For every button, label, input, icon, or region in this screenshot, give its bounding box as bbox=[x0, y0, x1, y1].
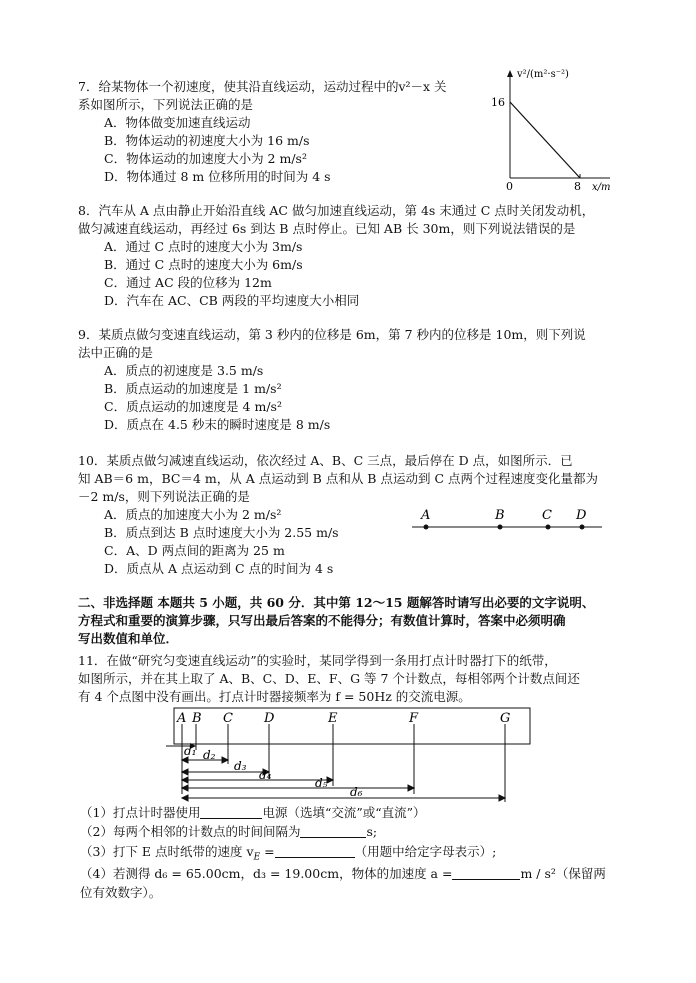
q10-stem-line1: 10．某质点做匀减速直线运动，依次经过 A、B、C 三点，最后停在 D 点，如图所示．已 bbox=[78, 453, 573, 468]
section2-line1: 二、非选择题 本题共 5 小题，共 60 分．其中第 12～15 题解答时请写出必要的文字说明、 bbox=[78, 595, 595, 610]
q11-label-f: F bbox=[409, 711, 419, 726]
q9-stem-line1: 9．某质点做匀变速直线运动，第 3 秒内的位移是 6m，第 7 秒内的位移是 10m，则下列说 bbox=[78, 327, 586, 342]
q7-x-tick-8: 8 bbox=[574, 180, 581, 193]
q10-option-d: D．质点从 A 点运动到 C 点的时间为 4 s bbox=[104, 561, 334, 576]
q11-label-d5: d₅ bbox=[315, 776, 328, 790]
section2-line3: 写出数值和单位． bbox=[78, 631, 179, 646]
section2-line2: 方程式和重要的演算步骤，只写出最后答案的不能得分；有数值计算时，答案中必须明确 bbox=[78, 613, 566, 628]
q11-stem-line1: 11．在做“研究匀变速直线运动”的实验时，某同学得到一条用打点计时器打下的纸带， bbox=[78, 653, 557, 668]
q11-label-d4: d₄ bbox=[259, 768, 272, 782]
q11-stem-line2: 如图所示，并在其上取了 A、B、C、D、E、F、G 等 7 个计数点，每相邻两个计数点间还 bbox=[78, 671, 580, 686]
q11-sub1-text-a: （1）打点计时器使用 bbox=[80, 805, 201, 820]
q11-sub4-blank[interactable] bbox=[452, 866, 520, 880]
q11-sub2-text-a: （2）每两个相邻的计数点的时间间隔为 bbox=[80, 824, 301, 839]
q11-d5-left-head bbox=[182, 785, 188, 791]
q10-point-b-label: B bbox=[495, 508, 505, 523]
q7-option-c: C．物体运动的加速度大小为 2 m/s² bbox=[104, 151, 307, 166]
q9-option-b: B．质点运动的加速度是 1 m/s² bbox=[104, 381, 282, 396]
q8-stem-line2: 做匀减速直线运动，再经过 6s 到达 B 点时停止。已知 AB 长 30m，则下列说法错误的是 bbox=[78, 221, 576, 236]
q11-label-e: E bbox=[328, 711, 338, 726]
q11-d3-left-head bbox=[182, 769, 188, 775]
q10-line-diagram bbox=[404, 506, 614, 540]
q9-option-a: A．质点的初速度是 3.5 m/s bbox=[104, 363, 264, 378]
q11-sub3 bbox=[80, 843, 496, 867]
q10-point-c-dot bbox=[546, 525, 551, 530]
q8-option-b: B．通过 C 点时的速度大小为 6m/s bbox=[104, 257, 303, 272]
q11-d6-left-head bbox=[182, 795, 188, 801]
q11-sub1-blank[interactable] bbox=[200, 805, 262, 819]
q10-point-b-dot bbox=[498, 525, 503, 530]
q9-stem-line2: 法中正确的是 bbox=[78, 345, 154, 360]
q11-d2-right-head bbox=[222, 757, 228, 763]
q11-label-d2: d₂ bbox=[203, 748, 216, 762]
q7-y-arrow bbox=[507, 70, 513, 77]
q10-point-a-dot bbox=[424, 525, 429, 530]
q11-sub3-text-b: = bbox=[260, 844, 275, 859]
q11-sub2 bbox=[80, 823, 377, 841]
q7-option-d: D．物体通过 8 m 位移所用的时间为 4 s bbox=[104, 169, 331, 184]
q7-option-a: A．物体做变加速直线运动 bbox=[104, 115, 251, 130]
q11-label-c: C bbox=[223, 711, 233, 726]
q8-stem-line1: 8．汽车从 A 点由静止开始沿直线 AC 做匀加速直线运动，第 4s 末通过 C 点时关闭发动机， bbox=[78, 203, 595, 218]
q11-label-b: B bbox=[192, 711, 202, 726]
q10-point-c-label: C bbox=[542, 508, 552, 523]
q11-sub2-blank[interactable] bbox=[300, 824, 366, 838]
q7-origin: 0 bbox=[506, 180, 513, 193]
q10-point-d-label: D bbox=[576, 508, 587, 523]
q7-option-b: B．物体运动的初速度大小为 16 m/s bbox=[104, 133, 310, 148]
q11-label-d1: d₁ bbox=[184, 744, 197, 758]
q11-sub3-blank[interactable] bbox=[275, 844, 355, 858]
q11-label-d: D bbox=[264, 711, 275, 726]
q11-sub4-line2: 位有效数字）。 bbox=[80, 885, 162, 900]
q7-y-label: v²/(m²·s⁻²) bbox=[517, 69, 569, 80]
q11-label-d3: d₃ bbox=[234, 759, 247, 773]
q10-option-a: A．质点的加速度大小为 2 m/s² bbox=[104, 507, 282, 522]
q11-sub1 bbox=[80, 804, 426, 822]
q11-sub3-text-c: （用题中给定字母表示）; bbox=[354, 844, 497, 859]
q11-stem-line3: 有 4 个点图中没有画出。打点计时器接频率为 f = 50Hz 的交流电源。 bbox=[78, 689, 471, 704]
q11-d6-right-head bbox=[499, 795, 505, 801]
q9-option-d: D．质点在 4.5 秒末的瞬时速度是 8 m/s bbox=[104, 417, 331, 432]
q7-data-line bbox=[510, 102, 580, 178]
q7-stem-line2: 系如图所示，下列说法正确的是 bbox=[78, 97, 254, 112]
q11-sub4 bbox=[80, 865, 606, 883]
q11-d5-right-head bbox=[408, 785, 414, 791]
q11-sub4-text-b: m / s²（保留两 bbox=[520, 866, 606, 881]
q11-label-g: G bbox=[500, 711, 511, 726]
q10-point-d-dot bbox=[580, 525, 585, 530]
q11-d4-right-head bbox=[327, 777, 333, 783]
q8-option-d: D．汽车在 AC、CB 两段的平均速度大小相同 bbox=[104, 293, 360, 308]
q11-sub3-text-a: （3）打下 E 点时纸带的速度 v bbox=[80, 844, 254, 859]
q7-x-label: x/m bbox=[592, 182, 611, 193]
q9-option-c: C．质点运动的加速度是 4 m/s² bbox=[104, 399, 282, 414]
q10-stem-line3: －2 m/s，则下列说法正确的是 bbox=[78, 489, 250, 504]
q10-option-c: C．A、D 两点间的距离为 25 m bbox=[104, 543, 285, 558]
q10-point-a-label: A bbox=[421, 508, 431, 523]
q11-sub1-text-b: 电源（选填“交流”或“直流”） bbox=[262, 805, 426, 820]
q8-option-c: C．通过 AC 段的位移为 12m bbox=[104, 275, 272, 290]
q7-y-tick-16: 16 bbox=[491, 96, 505, 109]
q11-sub2-text-b: s; bbox=[366, 824, 378, 839]
q11-sub4-text-a: （4）若测得 d₆ = 65.00cm，d₃ = 19.00cm，物体的加速度 a = bbox=[80, 866, 453, 881]
q10-stem-line2: 知 AB＝6 m，BC＝4 m，从 A 点运动到 B 点和从 B 点运动到 C 点两个过程速度变化量都为 bbox=[78, 471, 598, 486]
q8-option-a: A．通过 C 点时的速度大小为 3m/s bbox=[104, 239, 303, 254]
q7-stem-line1: 7．给某物体一个初速度，使其沿直线运动，运动过程中的v²－x 关 bbox=[78, 79, 447, 94]
q11-label-a: A bbox=[177, 711, 187, 726]
q7-graph bbox=[488, 66, 628, 194]
q11-d4-left-head bbox=[182, 777, 188, 783]
q10-option-b: B．质点到达 B 点时速度大小为 2.55 m/s bbox=[104, 525, 339, 540]
q11-label-d6: d₆ bbox=[350, 785, 363, 799]
q11-tape-diagram bbox=[160, 706, 540, 806]
q11-sub3-subscript: E bbox=[253, 852, 261, 863]
